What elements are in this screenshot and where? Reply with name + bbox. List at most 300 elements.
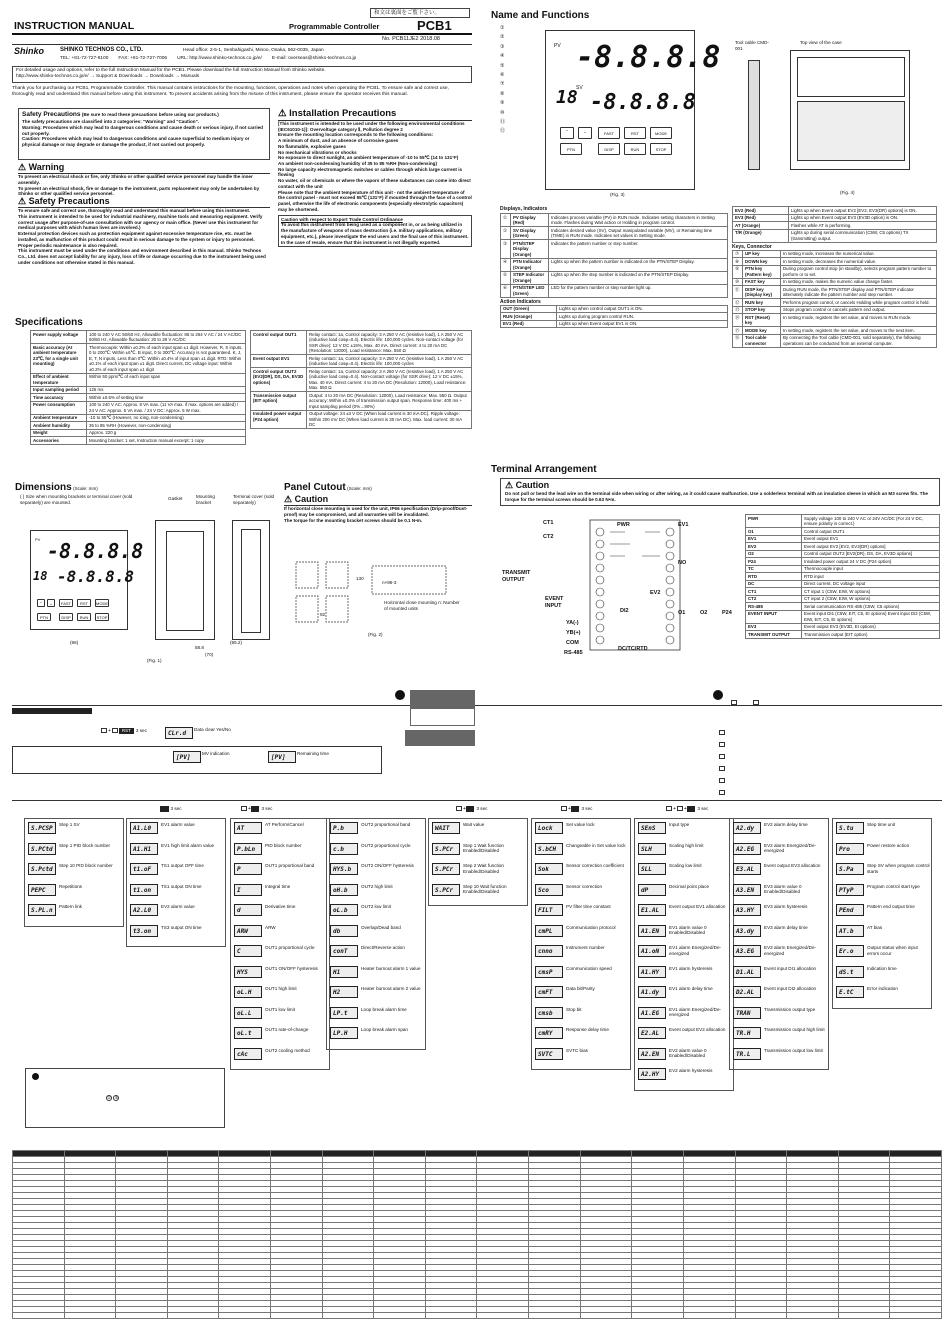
setting-code: AT (234, 822, 262, 834)
setting-item[interactable] (330, 945, 424, 960)
key-cell: DISP key (Display key) (743, 286, 781, 299)
key-cell: DOWN key (743, 258, 781, 266)
key-cell: ⑧ (733, 258, 743, 266)
setting-item[interactable] (432, 843, 526, 858)
terminal-cell: RTD input (802, 573, 940, 581)
setting-code: A1.H1 (130, 843, 158, 855)
setting-label: EV2 alarm hysteresis (669, 1068, 713, 1073)
setting-item[interactable] (733, 1027, 827, 1042)
term-ya: YA(-) (566, 620, 579, 626)
display-cell: ⑤ (501, 271, 511, 284)
terminal-cell: Thermocouple input (802, 565, 940, 573)
setting-item[interactable] (234, 1048, 328, 1063)
manual-title: INSTRUCTION MANUAL (14, 20, 135, 32)
setting-item[interactable] (535, 1007, 629, 1022)
display-cell: PV Display (Red) (511, 214, 549, 227)
terminal-row (746, 573, 940, 581)
export-text: To avoid this instrument from being used as a component in, or as being utilized in the manufacture of weapons of mass destruction (i.e. military applications, military equipment, etc.), please investigate the end users and the final use of this instrument. In the case of resale, ensure that this instrument is not illegally exported. (281, 222, 469, 245)
setting-label: Step 10 Wait function Enabled/Disabled (463, 883, 507, 894)
setting-item[interactable] (130, 884, 224, 899)
key-cell: ⑬ (733, 306, 743, 314)
setting-code: PTyP (836, 884, 864, 896)
setting-item[interactable] (733, 966, 827, 981)
spec-cell: Within 50 ppm/℃ of each input span (87, 373, 246, 386)
ptn-key-large[interactable]: PTN (560, 143, 582, 155)
grid-cell (838, 1313, 890, 1319)
setting-code: D1.AL (733, 966, 761, 978)
setting-item[interactable] (638, 1007, 732, 1022)
key-cell: During RUN mode, the PTN/STEP display and PTN/STEP indicator alternately indicate the pattern number and step number. (781, 286, 937, 299)
indicator-cell: Lights up when Event output EV3 (EV3D option) is ON. (789, 214, 937, 222)
setting-code: Er.o (836, 945, 864, 957)
ptn-display: 18 (33, 569, 48, 583)
setting-code: WAIT (432, 822, 460, 834)
cutout-scale: (Scale: mm) (347, 486, 372, 491)
display-row (501, 240, 728, 259)
fig1-caption: (Fig. 1) (147, 658, 162, 663)
spec2-cell: Event output EV1 (251, 355, 307, 368)
terminal-cell: PWR (746, 515, 802, 528)
setting-item[interactable] (234, 986, 328, 1001)
grid-cell (271, 1313, 323, 1319)
disp-key-large[interactable]: DISP (598, 143, 620, 155)
setting-item[interactable] (234, 863, 328, 878)
terminal-cell: Direct current, DC voltage input (802, 580, 940, 588)
setting-item[interactable] (733, 904, 827, 919)
setting-item[interactable] (836, 986, 930, 1001)
spec-cell: 100 to 240 V AC 50/60 Hz, Allowable fluctuation: 85 to 264 V AC / 24 V AC/DC 50/60 Hz, Allowable fluctuation: 20 to 28 V AC/DC (87, 331, 246, 344)
setting-code: AT.b (836, 925, 864, 937)
setting-label: PID block number (265, 842, 302, 848)
setting-item[interactable] (535, 986, 629, 1001)
setting-item[interactable] (733, 884, 827, 899)
setting-label: OUT1 proportional cycle (265, 945, 315, 950)
setting-label: OUT1 low limit (265, 1006, 295, 1012)
dimensions-header (15, 482, 98, 495)
terminal-row (746, 623, 940, 631)
run-key[interactable]: RUN (77, 613, 91, 621)
spec-cell: Power consumption (31, 401, 87, 414)
setting-item[interactable] (638, 843, 732, 858)
run-mode-box (12, 746, 382, 774)
setting-code: A3.HY (733, 904, 761, 916)
key-cell: In setting mode, registers the set value, and moves to RUN mode. (781, 314, 937, 327)
cover-label: Terminal cover (sold separately) (233, 494, 275, 505)
setting-item[interactable] (234, 904, 328, 919)
key-cell: In setting mode, increases the numerical value. (781, 250, 937, 258)
setting-code: S.Pctd (28, 863, 56, 875)
setting-label: EV1 alarm value 0 Enabled/Disabled (669, 924, 707, 935)
indicator-cell: AT (Orange) (733, 222, 789, 230)
terminal-cell: Event output EV2 [EV2, EV3(DR) options] (802, 543, 940, 551)
install-item: No flammable, explosive gases (278, 143, 346, 149)
caution-icon: ⚠ (505, 480, 514, 490)
setting-code: A2.dy (733, 822, 761, 834)
setting-code: H2 (330, 986, 358, 998)
spec2-cell: Transmission output (EIT option) (251, 392, 307, 411)
terminal-row (746, 543, 940, 551)
grid-cell (13, 1313, 65, 1319)
setting-code: A1.HY (638, 966, 666, 978)
note-box (25, 1068, 225, 1128)
warning-section (18, 162, 270, 197)
setting-item[interactable] (330, 884, 424, 899)
setting-label: Communication protocol (566, 924, 616, 930)
website-link[interactable]: URL: http://www.shinko-technos.co.jp/e/ (177, 56, 262, 61)
setting-code: oH.b (330, 884, 358, 896)
setting-item[interactable] (330, 986, 424, 1001)
setting-item[interactable] (836, 884, 930, 899)
setting-item[interactable] (836, 904, 930, 919)
display-row (501, 258, 728, 271)
term-com: COM (566, 640, 579, 646)
action-cell: Lights up when control output OUT1 is ON. (557, 305, 728, 313)
setting-item[interactable] (234, 966, 328, 981)
setting-code: SLL (638, 863, 666, 875)
setting-item[interactable] (234, 843, 328, 858)
setting-label: EV1 alarm Energized/De-energized (669, 945, 722, 956)
setting-code: I (234, 884, 262, 896)
grid-cell (890, 1313, 942, 1319)
setting-item[interactable] (535, 884, 629, 899)
sp-item: This instrument must be used under the conditions and environment described in this manual. Shinko Technos Co., Ltd. does not accept liability for any injury, loss of life or damage occurring due to the instrument being used under conditions not otherwise stated in this manual. (18, 248, 266, 265)
key-cell: UP key (743, 250, 781, 258)
setting-item[interactable] (535, 863, 629, 878)
action-cell: Lights up when Event output EV1 is ON. (557, 320, 728, 328)
setting-code: A1.dy (638, 986, 666, 998)
rst-key-label[interactable]: RST (119, 728, 134, 734)
terminal-cell: P24 (746, 558, 802, 566)
setting-item[interactable] (836, 966, 930, 981)
setting-item[interactable] (330, 1007, 424, 1022)
warning-title: Warning (28, 162, 65, 172)
setting-label: PV filter time constant (566, 904, 611, 909)
stop-key[interactable]: STOP (96, 615, 108, 620)
spec-cell: Ambient temperature (31, 414, 87, 422)
legend-box-dark (410, 690, 475, 708)
setting-label: OUT2 proportional cycle (361, 842, 411, 848)
setting-code: E1.AL (638, 904, 666, 916)
product-type: Programmable Controller (289, 22, 380, 31)
spec-cell: Effect of ambient temperature (31, 373, 87, 386)
action-cell: EV1 (Red) (501, 320, 557, 328)
bullet-icon (395, 690, 405, 700)
mode-head-sec: 3 sec (261, 806, 273, 811)
setting-item[interactable] (638, 1027, 732, 1042)
setting-item[interactable] (330, 966, 424, 981)
note-callout: ① ③ (107, 1096, 118, 1100)
setting-item[interactable] (234, 1027, 328, 1042)
mode-key-large[interactable]: MODE (650, 127, 672, 139)
terminal-cell: Transmission output (EIT option) (802, 631, 940, 639)
spec-row (31, 422, 246, 430)
setting-item[interactable] (432, 884, 526, 899)
indicator-row (733, 229, 937, 242)
setting-item[interactable] (836, 945, 930, 960)
dim-w2: 58.8 (195, 645, 204, 650)
sp-section (18, 196, 270, 266)
setting-item[interactable] (733, 1048, 827, 1063)
setting-label: Transmission output high limit (764, 1027, 825, 1032)
setting-item[interactable] (234, 925, 328, 940)
indicator-row (733, 207, 937, 215)
thanks-paragraph: Thank you for purchasing our PCB1, Programmable Controller. This manual contains instructions for the mounting, functions, operations and notes when operating the PCB1. To ensure safe and correct use, thoroughly read and understand this manual before using this instrument. To prevent accidents arising from the misuse of this instrument, please ensure the operator receives this manual. (12, 86, 449, 97)
contact-line (60, 56, 470, 62)
terminal-cell: TC (746, 565, 802, 573)
bullet-icon (713, 690, 723, 700)
setting-item[interactable] (28, 822, 122, 837)
setting-label: AT Perform/Cancel (265, 822, 304, 827)
setting-item[interactable] (733, 843, 827, 858)
key-cell: ⑮ (733, 327, 743, 335)
setting-label: Pattern link (59, 904, 82, 909)
setting-item[interactable] (330, 1027, 424, 1042)
setting-item[interactable] (330, 843, 424, 858)
terminal-row (746, 528, 940, 536)
grid-row (13, 1313, 942, 1319)
down-key-large[interactable]: ⌄ (578, 127, 592, 139)
setting-item[interactable] (638, 822, 732, 837)
setting-item[interactable] (535, 904, 629, 919)
setting-code: SLH (638, 843, 666, 855)
setting-code: t3.on (130, 925, 158, 937)
setting-code: A3.EN (733, 884, 761, 896)
setting-code: E.tC (836, 986, 864, 998)
terminal-cell: EV3 (746, 623, 802, 631)
setting-item[interactable] (234, 1007, 328, 1022)
grid-cell (322, 1313, 374, 1319)
setting-label: OUT1 proportional band (265, 863, 315, 868)
action-cell: OUT (Green) (501, 305, 557, 313)
setting-code: A3.dy (733, 925, 761, 937)
key-row (733, 258, 937, 266)
setting-code: P.bLn (234, 843, 262, 855)
key-cell: PTN key (Pattern key) (743, 265, 781, 278)
setting-item[interactable] (638, 966, 732, 981)
rst-key-large[interactable]: RST (624, 127, 646, 139)
setting-code: t1.on (130, 884, 158, 896)
setting-label: Indication time (867, 965, 897, 971)
key-cell: ⑫ (733, 299, 743, 307)
grid-cell (425, 1313, 477, 1319)
setting-code: A1.oN (638, 945, 666, 957)
setting-item[interactable] (638, 986, 732, 1001)
setting-item[interactable] (638, 884, 732, 899)
spec2-row (251, 331, 472, 355)
setting-item[interactable] (432, 863, 526, 878)
setting-label: Transmission output low limit (764, 1047, 823, 1053)
setting-code: E3.AL (733, 863, 761, 875)
display-cell: Indicates desired value (SV), Output manipulated variable (MV), or Remaining time (TIME) in RUN mode. Indicates set values in Setting mode. (549, 227, 728, 240)
front-panel-drawing (30, 530, 144, 630)
tool-cable-drawing (748, 60, 760, 170)
display-cell: Indicates process variable (PV) in RUN mode. Indicates setting characters in Setting mode. Flashes during Wait action or Holding in program control. (549, 214, 728, 227)
cutout-title: Panel Cutout (284, 482, 346, 493)
setting-label: OUT2 high limit (361, 883, 393, 889)
setting-item[interactable] (535, 945, 629, 960)
up-key[interactable]: ⌃ (37, 599, 45, 607)
setting-item[interactable] (638, 904, 732, 919)
keys-head: Keys, Connector (732, 243, 772, 250)
setting-label: OUT2 ON/OFF hysteresis (361, 863, 414, 868)
setting-item[interactable] (330, 925, 424, 940)
pv-code-2: [PV] (268, 751, 296, 763)
setting-label: Response delay time (566, 1027, 609, 1032)
grid-cell (632, 1313, 684, 1319)
setting-code: cmsP (535, 966, 563, 978)
setting-label: Step 2 Wait function Enabled/Disabled (463, 863, 504, 874)
setting-item[interactable] (28, 843, 122, 858)
setting-item[interactable] (535, 1048, 629, 1063)
term-event-input: EVENT INPUT (545, 596, 564, 609)
email-link[interactable]: E-mail: overseas@shinko-technos.co.jp (271, 56, 357, 61)
grid-cell (116, 1313, 168, 1319)
setting-code: A2.EN (638, 1048, 666, 1060)
setting-item[interactable] (432, 822, 526, 837)
download-path[interactable]: http://www.shinko-technos.co.jp/e/ → Support & Downloads → Downloads → Manuals (16, 73, 200, 79)
spec-row (31, 344, 246, 374)
key-row (733, 278, 937, 286)
setting-item[interactable] (535, 843, 629, 858)
fast-key-large[interactable]: FAST (598, 127, 620, 139)
setting-item[interactable] (28, 884, 122, 899)
setting-item[interactable] (638, 1068, 732, 1083)
setting-item[interactable] (836, 822, 930, 837)
terminal-cell: CT1 (746, 588, 802, 596)
setting-item[interactable] (733, 986, 827, 1001)
terminal-caution-box (500, 478, 940, 506)
setting-label: Repetitions (59, 883, 82, 889)
setting-code: P.b (330, 822, 358, 834)
setting-code: S.PCtd (28, 843, 56, 855)
setting-label: EV2 alarm delay time (764, 822, 808, 827)
up-key-large[interactable]: ⌃ (560, 127, 574, 139)
setting-label: Data bit/Parity (566, 986, 595, 991)
setting-label: Changeable in Set value lock (566, 842, 626, 848)
action-row (501, 305, 728, 313)
setting-item[interactable] (535, 925, 629, 940)
pv-code: [PV] (173, 751, 201, 763)
setting-item[interactable] (130, 904, 224, 919)
disp-key[interactable]: DISP (59, 613, 73, 621)
setting-item[interactable] (130, 843, 224, 858)
setting-code: FILT (535, 904, 563, 916)
key-cell: During program control stop (in standby), selects program pattern number to perform or to set. (781, 265, 937, 278)
setting-code: S.PCSP (28, 822, 56, 834)
grid-cell (477, 1313, 529, 1319)
terminal-cell: DC (746, 580, 802, 588)
setting-code: S.bCH (535, 843, 563, 855)
key-row (733, 286, 937, 299)
display-cell: ② (501, 227, 511, 240)
setting-item[interactable] (234, 945, 328, 960)
spec-cell: Within ±0.5% of setting time (87, 394, 246, 402)
gasket-label: Gasket (168, 496, 183, 501)
run-key-large[interactable]: RUN (624, 143, 646, 155)
setting-item[interactable] (733, 925, 827, 940)
key-row (733, 314, 937, 327)
rst-key[interactable]: RST (77, 599, 91, 607)
setting-item[interactable] (28, 904, 122, 919)
setting-item[interactable] (733, 822, 827, 837)
setting-label: Step 1 PID block number (59, 842, 111, 848)
mode-head-sec: 3 sec (170, 806, 182, 811)
setting-item[interactable] (733, 1007, 827, 1022)
setting-code: A3.EG (733, 945, 761, 957)
setting-item[interactable] (130, 822, 224, 837)
mv-indication-label: MV indication (202, 751, 230, 756)
fast-key[interactable]: FAST (60, 601, 71, 606)
setting-label: Integral time (265, 883, 291, 889)
bullet-icon (32, 1073, 39, 1080)
setting-item[interactable] (535, 966, 629, 981)
download-note-box (12, 66, 472, 83)
spec2-cell: Output voltage: 24 ±3 V DC (When load current is 30 mA DC). Ripple voltage: Within 200 mV DC (When load current is 30 mA DC). Max. load current: 30 mA DC (307, 410, 472, 429)
setting-item[interactable] (28, 863, 122, 878)
setting-item[interactable] (535, 822, 629, 837)
terminal-cell: O1 (746, 528, 802, 536)
setting-label: Step SV when program control starts (867, 863, 930, 874)
fax: FAX: +81-72-727-7006 (118, 56, 168, 61)
term-ct2: CT2 (543, 534, 554, 540)
rst-combo: + RST 3 sec (100, 728, 147, 734)
setting-code: conT (330, 945, 358, 957)
mode-head-5: + + 3 sec (665, 806, 708, 812)
setting-code: PEnd (836, 904, 864, 916)
setting-item[interactable] (733, 945, 827, 960)
setting-code: ARW (234, 925, 262, 937)
fig4-caption: (Fig. 4) (840, 190, 855, 195)
shinko-logo: Shinko (14, 46, 45, 56)
setting-item[interactable] (638, 1048, 732, 1063)
setting-item[interactable] (638, 925, 732, 940)
setting-item[interactable] (330, 822, 424, 837)
setting-item[interactable] (330, 904, 424, 919)
setting-item[interactable] (130, 863, 224, 878)
setting-code: A2.HY (638, 1068, 666, 1080)
setting-item[interactable] (836, 863, 930, 878)
mode-key[interactable]: MODE (96, 601, 108, 606)
displays-table (500, 213, 728, 328)
setting-item[interactable] (836, 925, 930, 940)
terminal-cell: CT2 (746, 595, 802, 603)
down-key[interactable]: ⌄ (47, 599, 55, 607)
setting-item[interactable] (836, 843, 930, 858)
setting-label: Event output EV1 allocation (669, 904, 726, 909)
terminal-row (746, 550, 940, 558)
front-panel-large (545, 30, 721, 190)
key-row (733, 265, 937, 278)
setting-code: D2.AL (733, 986, 761, 998)
setting-item[interactable] (234, 822, 328, 837)
safety-intro: The safety precautions are classified into 2 categories: "Warning" and "Caution". (22, 119, 200, 125)
setting-item[interactable] (130, 925, 224, 940)
setting-item[interactable] (535, 1027, 629, 1042)
remaining-time-label: Remaining time (297, 751, 329, 756)
ptn-key[interactable]: PTN (37, 613, 51, 621)
setting-label: Decimal point place (669, 883, 710, 889)
setting-item[interactable] (638, 863, 732, 878)
stop-key-large[interactable]: STOP (650, 143, 672, 155)
setting-item[interactable] (638, 945, 732, 960)
setting-item[interactable] (234, 884, 328, 899)
setting-item[interactable] (330, 863, 424, 878)
spec-table-left (30, 330, 246, 445)
setting-label: Direct/Reverse action (361, 945, 405, 950)
setting-item[interactable] (733, 863, 827, 878)
setting-code: db (330, 925, 358, 937)
indicator-cell: Flashes while AT is performing. (789, 222, 937, 230)
